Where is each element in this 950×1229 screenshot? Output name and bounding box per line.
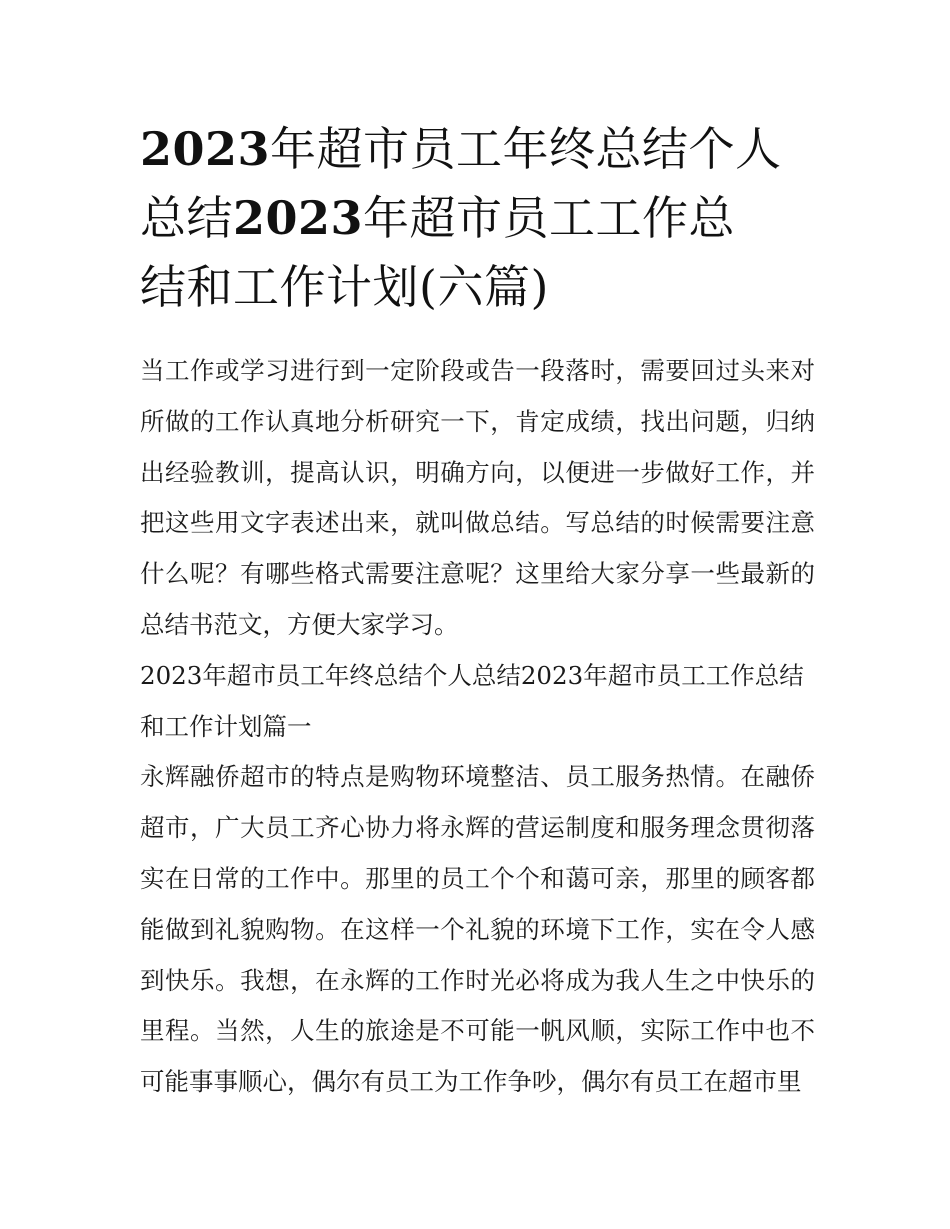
title-part-1: 年超市员工年终总结个人 xyxy=(270,122,782,176)
section-heading: 2023年超市员工年终总结个人总结2023年超市员工工作总结和工作计划篇一 xyxy=(140,660,804,741)
title-year-1: 2023 xyxy=(140,122,271,176)
document-page xyxy=(140,115,815,1108)
title-part-4: 结和工作计划(六篇) xyxy=(140,260,549,314)
intro-section xyxy=(140,346,815,1108)
title-part-3: 年超市员工工作总 xyxy=(363,191,736,245)
title-part-2: 总结 xyxy=(140,191,233,245)
title-year-2: 2023 xyxy=(233,191,364,245)
document-title xyxy=(140,115,815,322)
body-paragraph: 永辉融侨超市的特点是购物环境整洁、员工服务热情。在融侨超市，广大员工齐心协力将永辉的营运制度和服务理念贯彻落实在日常的工作中。那里的员工个个和蔼可亲，那里的顾客都能做到礼貌购物。在这样一个礼貌的环境下工作，实在令人感到快乐。我想，在永辉的工作时光必将成为我人生之中快乐的里程。当然，人生的旅途是不可能一帆风顺，实际工作中也不可能事事顺心，偶尔有员工为工作争吵，偶尔有员工在超市里 xyxy=(140,762,815,1097)
intro-paragraph: 当工作或学习进行到一定阶段或告一段落时，需要回过头来对所做的工作认真地分析研究一下，肯定成绩，找出问题，归纳出经验教训，提高认识，明确方向，以便进一步做好工作，并把这些用文字表述出来，就叫做总结。写总结的时候需要注意什么呢？有哪些格式需要注意呢？这里给大家分享一些最新的总结书范文，方便大家学习。 xyxy=(140,356,815,639)
